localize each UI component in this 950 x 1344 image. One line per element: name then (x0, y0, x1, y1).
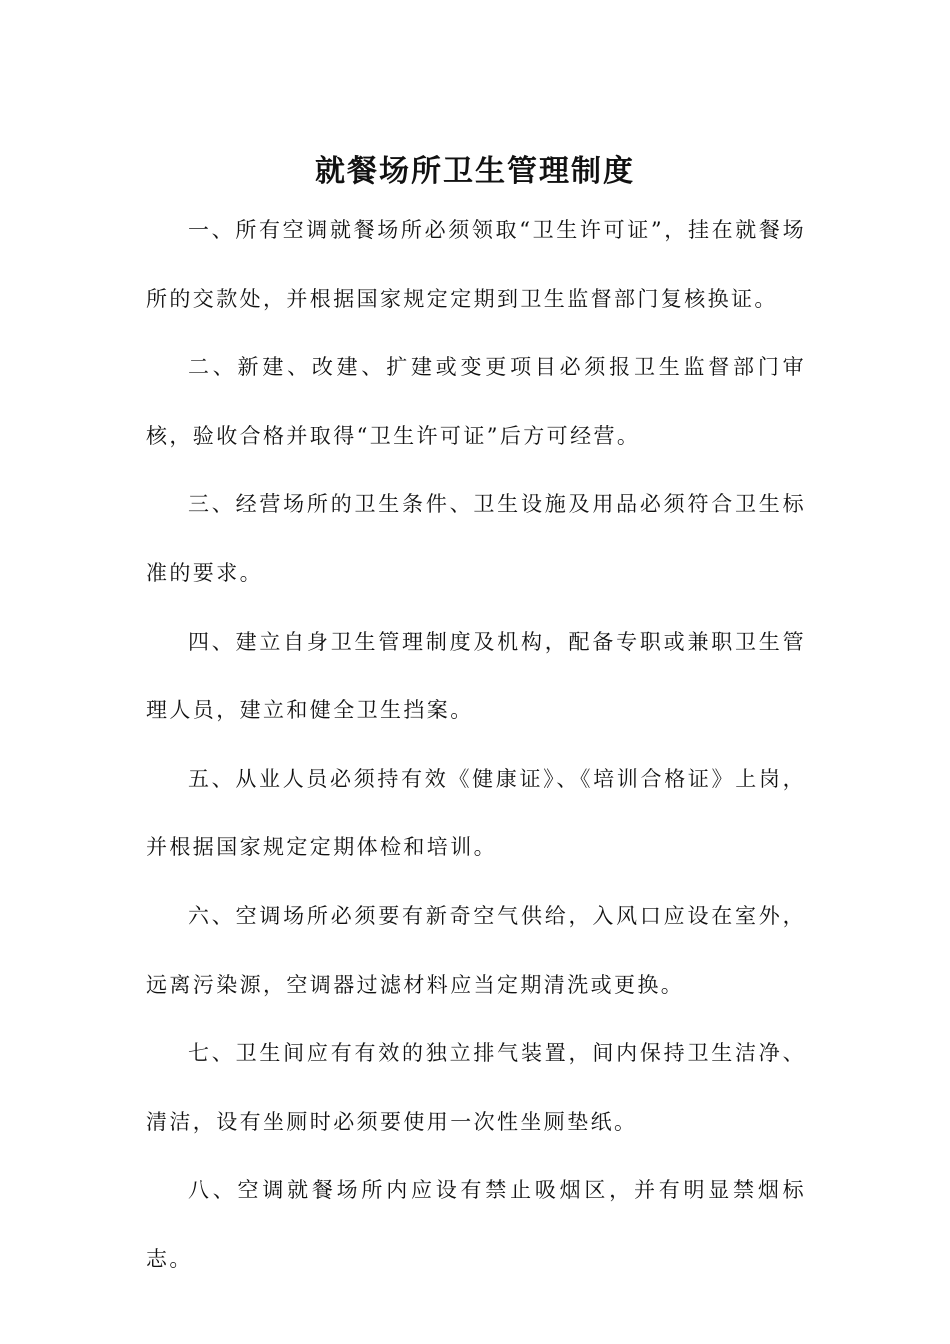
rule-paragraph-1: 一、所有空调就餐场所必须领取“卫生许可证”，挂在就餐场所的交款处，并根据国家规定定期到卫生监督部门复核换证。 (146, 218, 806, 311)
rule-paragraph-3: 三、经营场所的卫生条件、卫生设施及用品必须符合卫生标准的要求。 (146, 492, 806, 585)
rule-paragraph-5: 五、从业人员必须持有效《健康证》、《培训合格证》上岗，并根据国家规定定期体检和培训。 (146, 766, 806, 860)
rule-paragraph-4: 四、建立自身卫生管理制度及机构，配备专职或兼职卫生管理人员，建立和健全卫生挡案。 (146, 629, 806, 723)
rule-paragraph-6: 六、空调场所必须要有新奇空气供给，入风口应设在室外，远离污染源，空调器过滤材料应当定期清洗或更换。 (146, 903, 806, 997)
rule-paragraph-2: 二、新建、改建、扩建或变更项目必须报卫生监督部门审核，验收合格并取得“卫生许可证”后方可经营。 (146, 355, 806, 448)
rule-paragraph-8: 八、空调就餐场所内应设有禁止吸烟区，并有明显禁烟标志。 (146, 1178, 806, 1271)
rule-paragraph-7: 七、卫生间应有有效的独立排气装置，间内保持卫生洁净、清洁，设有坐厕时必须要使用一次性坐厕垫纸。 (146, 1041, 806, 1134)
document-title: 就餐场所卫生管理制度 (315, 154, 635, 190)
document-body (146, 196, 806, 1294)
